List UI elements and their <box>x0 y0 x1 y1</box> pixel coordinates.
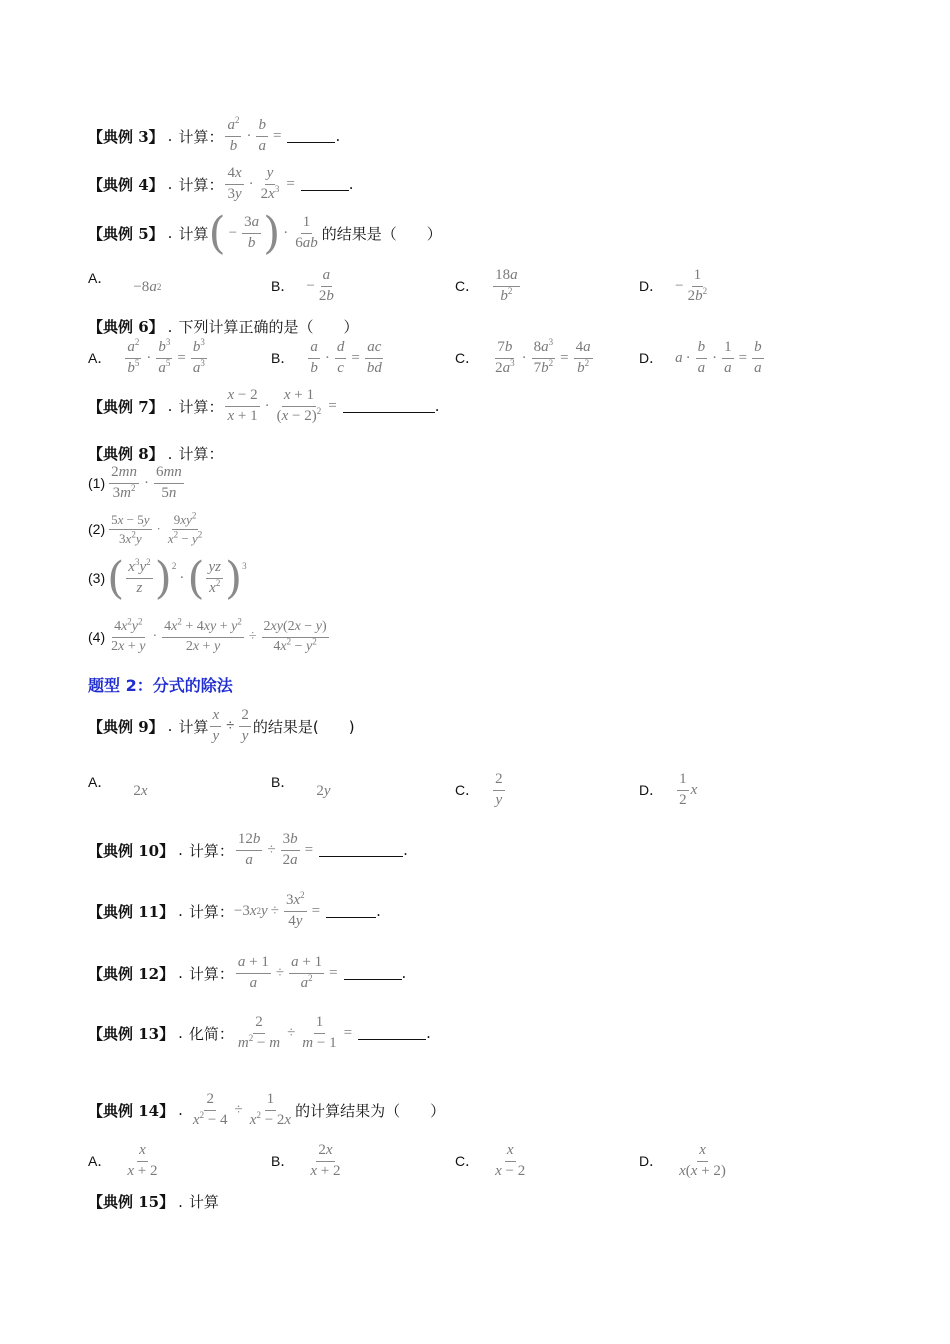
separator: . <box>167 444 173 463</box>
example-text: 下列计算正确的是（ ） <box>178 318 359 336</box>
option-c: C． $\frac{x}{x - 2}$ <box>455 1142 526 1179</box>
separator: . <box>178 1024 183 1043</box>
example-text: 计算： <box>178 397 224 416</box>
option-c: C． $\frac{7b}{2a^3}$ · $\frac{8a^3}{7b^2}$ = $\frac{4a}{b^2}$ <box>455 337 591 376</box>
math-expression: $\frac{x}{y}$ ÷ $\frac{2}{y}$ <box>212 707 249 744</box>
example-5 <box>88 207 442 259</box>
answer-blank <box>344 967 402 980</box>
math-expression: −3 x 2 y ÷ $\frac{3x^2}{4y}$ = <box>233 890 321 929</box>
example-text: 计算： <box>178 127 224 146</box>
example-text: 化简： <box>188 1024 234 1043</box>
answer-blank <box>301 178 349 191</box>
example-label: 【典例 6】 <box>88 318 164 336</box>
math-expression: $\frac{4x}{3y}$ · $\frac{y}{2x^3}$ = <box>227 165 295 202</box>
sub-question-1: (1) $\frac{2mn}{3m^2}$ · $\frac{6mn}{5n}$ <box>88 464 182 501</box>
option-b: B． − $\frac{a}{2b}$ <box>271 267 334 304</box>
option-b: B． $\frac{a}{b}$ · $\frac{d}{c}$ = $\frac{ac}{bd}$ <box>271 339 382 376</box>
option-a: A． $\frac{a^2}{b^5}$ · $\frac{b^3}{a^5}$ = $\frac{b^3}{a^3}$ <box>88 337 205 376</box>
example-9 <box>88 708 355 745</box>
example-label: 【典例 14】 <box>88 1101 175 1120</box>
option-a: A． $\frac{x}{x + 2}$ <box>88 1142 158 1179</box>
example-tail: 的结果是( ) <box>252 717 355 736</box>
example-label: 【典例 10】 <box>88 841 175 860</box>
answer-blank <box>287 130 335 143</box>
math-expression: $\frac{12b}{a}$ ÷ $\frac{3b}{2a}$ = <box>237 831 314 868</box>
example-13: 【典例 13】 . 化简： $\frac{2}{m^2 - m}$ ÷ $\frac{1}{m - 1}$ = . <box>88 1014 431 1051</box>
example-text: 计算： <box>188 902 234 921</box>
example-label: 【典例 5】 <box>88 224 164 243</box>
separator: . <box>167 397 173 416</box>
math-expression: $\frac{x - 2}{x + 1}$ · $\frac{x + 1}{(x - 2)^2}$ = <box>227 387 337 424</box>
sub-question-2: (2) $\frac{5x - 5y}{3x^2y}$ · $\frac{9xy^2}{x^2 - y^2}$ <box>88 510 203 546</box>
separator: . <box>167 317 173 336</box>
example-7: 【典例 7】 . 计算： $\frac{x - 2}{x + 1}$ · $\frac{x + 1}{(x - 2)^2}$ = . <box>88 387 440 424</box>
math-expression: $\frac{a + 1}{a}$ ÷ $\frac{a + 1}{a^2}$ = <box>237 954 338 991</box>
separator: . <box>167 175 173 194</box>
example-label: 【典例 8】 <box>88 445 164 463</box>
option-a: A． −8 a 2 <box>88 270 162 295</box>
answer-blank <box>358 1027 426 1040</box>
example-6 <box>88 316 358 337</box>
example-tail: 的结果是（ ） <box>321 224 442 243</box>
math-expression: ( − $\frac{3a}{b}$ ) · $\frac{1}{6ab}$ <box>208 207 318 259</box>
option-d: D． − $\frac{1}{2b^2}$ <box>639 267 708 304</box>
example-label: 【典例 9】 <box>88 717 164 736</box>
example-label: 【典例 15】 <box>88 1193 175 1211</box>
example-text: 计算： <box>188 964 234 983</box>
example-10: 【典例 10】 . 计算： $\frac{12b}{a}$ ÷ $\frac{3b}{2a}$ = . <box>88 831 408 868</box>
example-label: 【典例 7】 <box>88 397 164 416</box>
option-a: A． 2 x <box>88 774 148 799</box>
option-d: D． a · $\frac{b}{a}$ · $\frac{1}{a}$ = $\frac{b}{a}$ <box>639 339 762 376</box>
math-expression: $\frac{a^2}{b}$ · $\frac{b}{a}$ = <box>227 115 282 154</box>
answer-blank <box>326 905 376 918</box>
option-c: C． $\frac{18a}{b^2}$ <box>455 267 518 304</box>
answer-blank <box>319 844 403 857</box>
example-12: 【典例 12】 . 计算： $\frac{a + 1}{a}$ ÷ $\frac{a + 1}{a^2}$ = . <box>88 954 407 991</box>
option-b: B． $\frac{2x}{x + 2}$ <box>271 1142 341 1179</box>
example-label: 【典例 11】 <box>88 902 175 921</box>
section-heading: 题型 2：分式的除法 <box>88 676 233 695</box>
option-b: B． 2 y <box>271 774 331 799</box>
example-14 <box>88 1092 445 1129</box>
math-expression: $\frac{2}{x^2 - 4}$ ÷ $\frac{1}{x^2 - 2x}$ <box>192 1091 292 1128</box>
separator: . <box>178 841 183 860</box>
example-3: 【典例 3】 . 计算： $\frac{a^2}{b}$ · $\frac{b}{a}$ = . <box>88 115 341 154</box>
separator: . <box>167 127 173 146</box>
sub-question-4: (4) $\frac{4x^2y^2}{2x + y}$ · $\frac{4x^2 + 4xy + y^2}{2x + y}$ ÷ $\frac{2xy(2x - y)}{4x^2 - y^2}$ <box>88 616 327 654</box>
example-8 <box>88 443 223 464</box>
sub-question-3: (3) ( $\frac{x^3y^2}{z}$ ) $^2$ · ( $\frac{yz}{x^2}$ ) $^3$ <box>88 552 247 604</box>
separator: . <box>178 964 183 983</box>
option-d: D． $\frac{x}{x(x + 2)}$ <box>639 1142 726 1179</box>
separator: . <box>167 224 173 243</box>
separator: . <box>178 1101 183 1120</box>
example-label: 【典例 3】 <box>88 127 164 146</box>
option-d: D． $\frac{1}{2}$ x <box>639 771 698 808</box>
answer-blank <box>343 400 435 413</box>
example-text: 计算： <box>178 175 224 194</box>
math-expression: $\frac{2}{m^2 - m}$ ÷ $\frac{1}{m - 1}$ = <box>237 1014 353 1051</box>
separator: . <box>167 717 173 736</box>
example-text: 计算 <box>178 717 209 736</box>
example-label: 【典例 13】 <box>88 1024 175 1043</box>
example-tail: 的计算结果为（ ） <box>295 1101 446 1120</box>
separator: . <box>178 1192 183 1211</box>
example-4: 【典例 4】 . 计算： $\frac{4x}{3y}$ · $\frac{y}{2x^3}$ = . <box>88 165 354 202</box>
example-label: 【典例 4】 <box>88 175 164 194</box>
separator: . <box>178 902 183 921</box>
example-15 <box>88 1191 219 1212</box>
example-11: 【典例 11】 . 计算： −3 x 2 y ÷ $\frac{3x^2}{4y}$ = . <box>88 890 381 929</box>
example-label: 【典例 12】 <box>88 964 175 983</box>
example-text: 计算 <box>188 1193 219 1211</box>
example-text: 计算 <box>178 224 209 243</box>
example-text: 计算： <box>178 445 224 463</box>
example-text: 计算： <box>188 841 234 860</box>
option-c: C． $\frac{2}{y}$ <box>455 771 503 808</box>
